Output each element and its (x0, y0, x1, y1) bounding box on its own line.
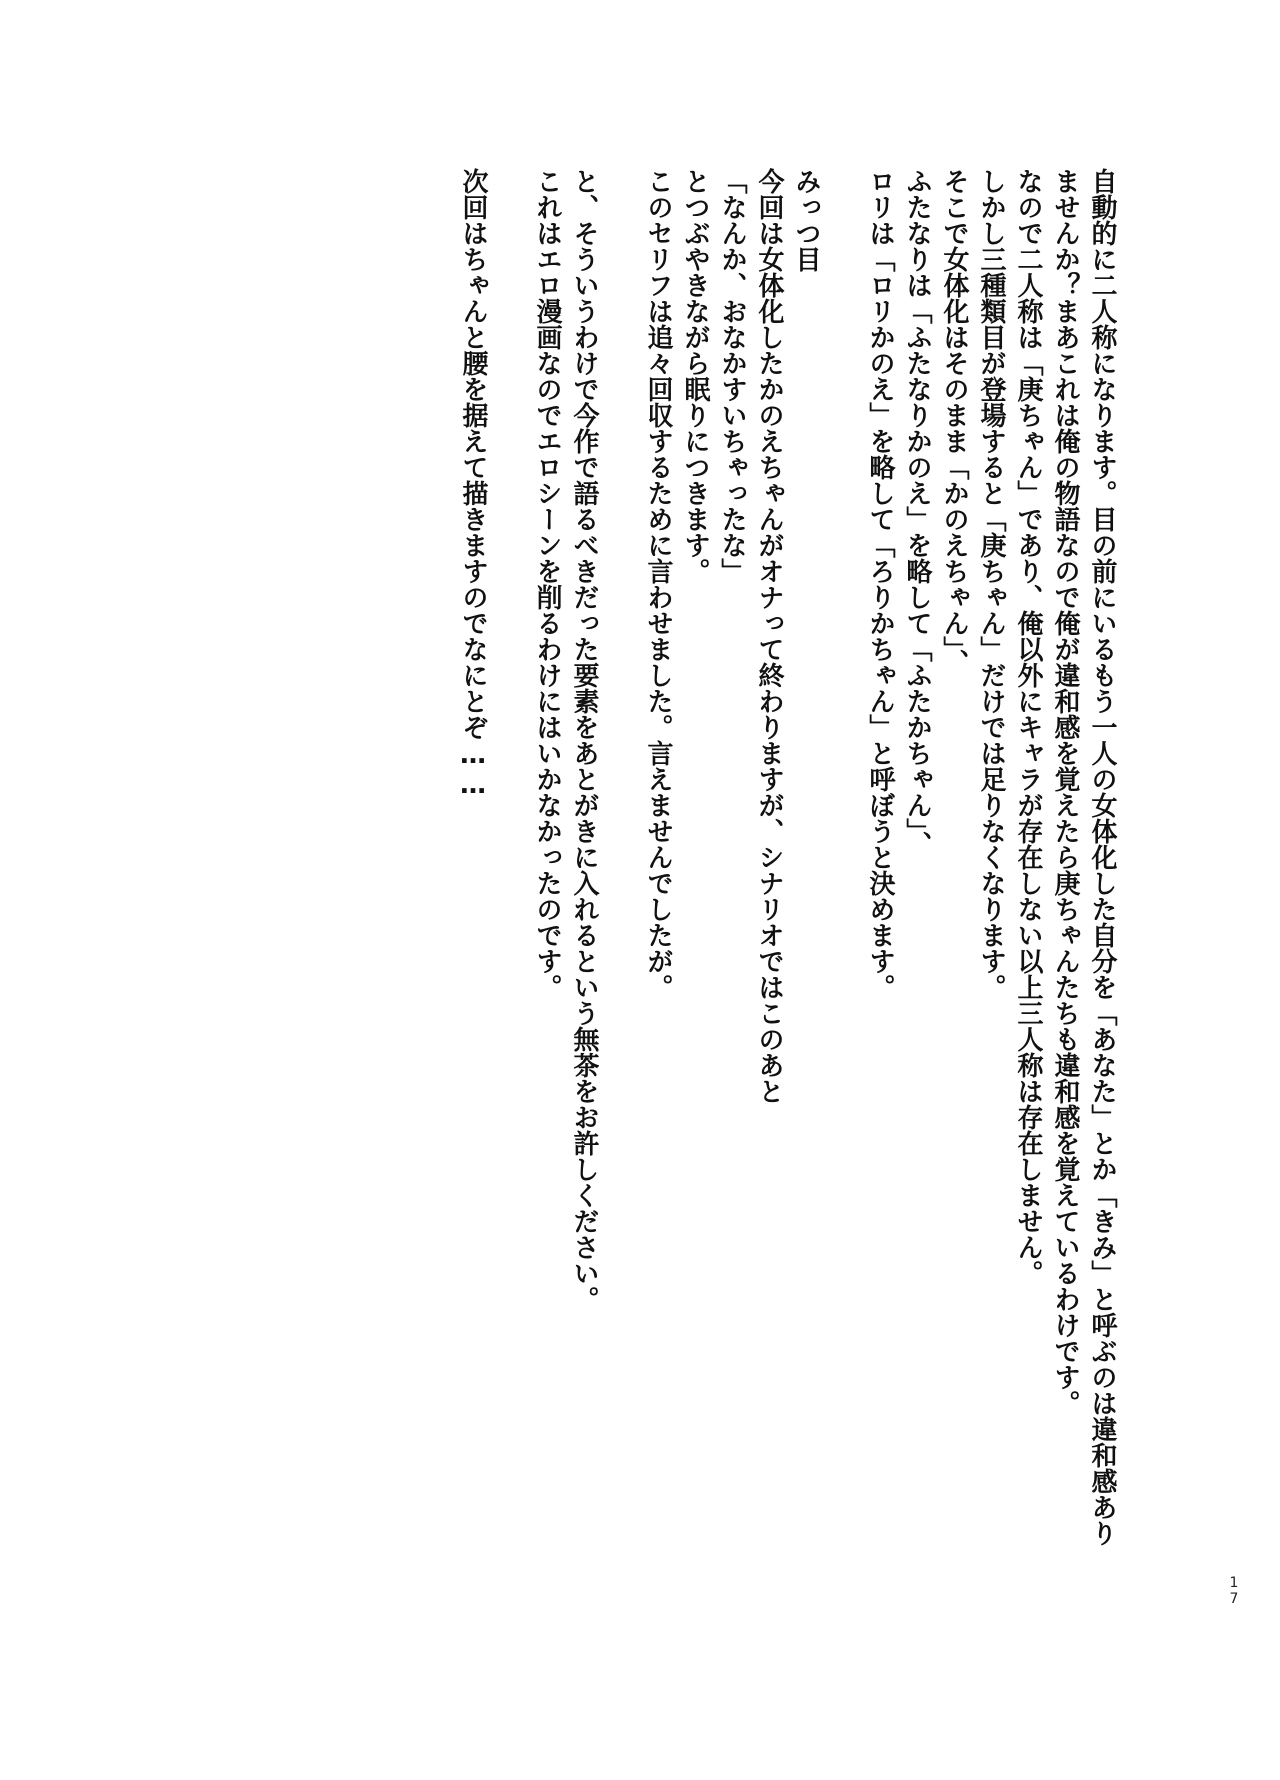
blank-line-2 (602, 168, 639, 1618)
text-line-4: しかし三種類目が登場すると「庚ちゃん」だけでは足りなくなります。 (976, 168, 1006, 1000)
closing-line: 次回はちゃんと腰を据えて描きますのでなにとぞ…… (458, 168, 488, 800)
page-number-digit-2: 7 (1229, 1591, 1239, 1607)
quote-line: 「なんか、おなかすいちゃったな」 (717, 168, 747, 584)
page-number-digit-1: 1 (1229, 1575, 1239, 1591)
text-line-7: ロリは「ロリかのえ」を略して「ろりかちゃん」と呼ぼうと決めます。 (865, 168, 895, 1000)
vertical-text-body (340, 168, 1120, 1618)
text-line-5: そこで女体化はそのまま「かのえちゃん」、 (939, 168, 969, 675)
text-line-1: 自動的に二人称になります。目の前にいるもう一人の女体化した自分を「あなた」とか「きみ」と呼ぶのは違和感あり (1087, 168, 1117, 1546)
text-line-6: ふたなりは「ふたなりかのえ」を略して「ふたかちゃん」、 (902, 168, 932, 857)
section-heading-mittsume: みっつ目 (791, 168, 821, 272)
blank-line-1 (824, 168, 861, 1618)
page-number (1224, 1575, 1244, 1607)
text-line-12: これはエロ漫画なのでエロシーンを削るわけにはいかなかったのです。 (532, 168, 562, 1000)
text-line-2: ませんか？まあこれは俺の物語なので俺が違和感を覚えたら庚ちゃんたちも違和感を覚えているわけです。 (1050, 168, 1080, 1416)
text-line-11: と、そういうわけで今作で語るべきだった要素をあとがきに入れるという無茶をお許しください。 (569, 168, 599, 1312)
text-line-8: 今回は女体化したかのえちゃんがオナって終わりますが、シナリオではこのあと (754, 168, 784, 1104)
blank-line-3 (491, 168, 528, 1618)
text-line-10: このセリフは追々回収するために言わせました。言えませんでしたが。 (643, 168, 673, 1000)
text-line-3: なので二人称は「庚ちゃん」であり、俺以外にキャラが存在しない以上三人称は存在しません。 (1013, 168, 1043, 1286)
text-line-9: とつぶやきながら眠りにつきます。 (680, 168, 710, 584)
